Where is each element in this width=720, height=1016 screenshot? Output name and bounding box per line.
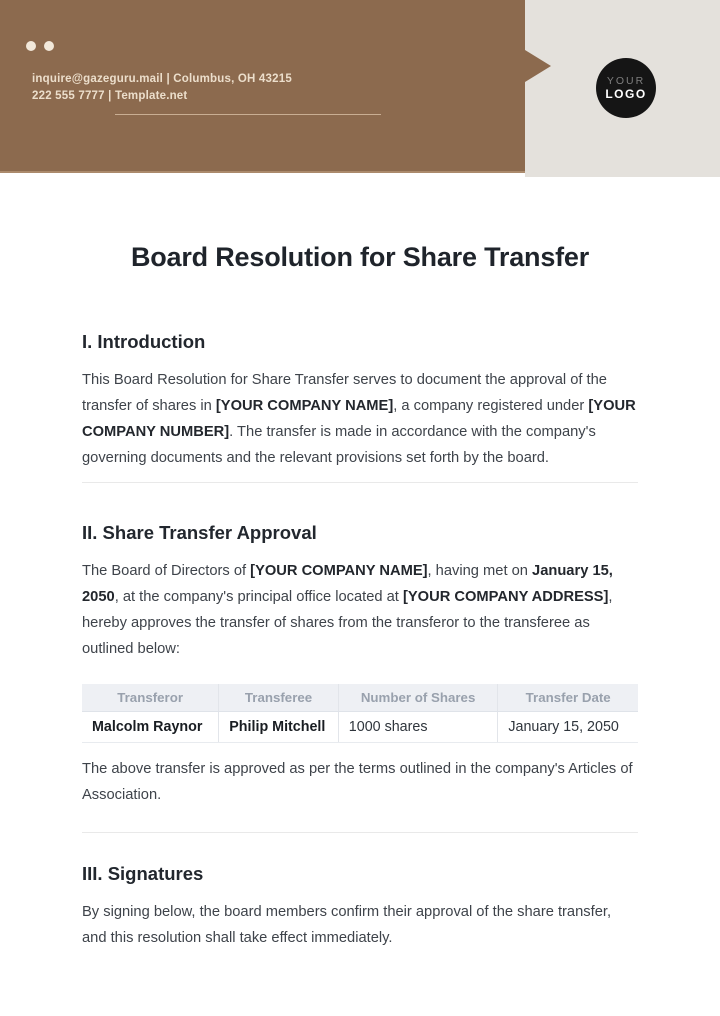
- section-heading-introduction: I. Introduction: [82, 331, 206, 352]
- text-run: , hereby approves the transfer of shares from the transferor to the transferee as outlined below:: [82, 589, 613, 657]
- arrow-right-icon: [525, 50, 551, 82]
- separator-line: [115, 114, 381, 115]
- introduction-paragraph: [82, 367, 638, 471]
- document-body: [0, 241, 720, 951]
- logo-text-logo: LOGO: [605, 87, 647, 101]
- text-run: . The transfer is made in accordance with the company's governing documents and the relevant provisions set forth by the board.: [82, 424, 596, 466]
- section-divider: [82, 482, 638, 483]
- cell-transfer-date: January 15, 2050: [498, 711, 638, 742]
- text-run: , at the company's principal office located at: [114, 589, 403, 605]
- placeholder-company-address: [YOUR COMPANY ADDRESS]: [402, 589, 609, 605]
- column-header-transferee: Transferee: [219, 684, 339, 711]
- cell-transferee: Philip Mitchell: [219, 711, 339, 742]
- section-divider: [82, 832, 638, 833]
- logo-text-your: YOUR: [606, 75, 646, 87]
- letterhead: [0, 0, 720, 177]
- contact-line-email-address: inquire@gazeguru.mail | Columbus, OH 43215: [32, 73, 292, 85]
- cell-number-of-shares: 1000 shares: [338, 711, 498, 742]
- header-brown-band: [0, 0, 525, 173]
- contact-info: [32, 71, 292, 104]
- section-heading-signatures: III. Signatures: [82, 862, 204, 884]
- text-run: , a company registered under: [393, 398, 589, 414]
- dot-icon: [44, 41, 54, 51]
- section-introduction: [82, 330, 638, 471]
- text-run: , having met on: [427, 563, 533, 579]
- section-heading-approval: II. Share Transfer Approval: [82, 522, 317, 543]
- approval-paragraph: [82, 558, 638, 662]
- column-header-transfer-date: Transfer Date: [498, 684, 638, 711]
- text-run: The Board of Directors of: [82, 563, 251, 579]
- meeting-date: January 15, 2050: [82, 563, 613, 605]
- placeholder-company-name: [YOUR COMPANY NAME]: [215, 398, 394, 414]
- table-header-row: [82, 684, 638, 711]
- table-row: [82, 711, 638, 742]
- text-run: This Board Resolution for Share Transfer serves to document the approval of the transfer of shares in: [82, 372, 607, 414]
- column-header-transferor: Transferor: [82, 684, 219, 711]
- column-header-number-of-shares: Number of Shares: [338, 684, 498, 711]
- section-share-transfer-approval: [82, 521, 638, 808]
- approval-note-paragraph: The above transfer is approved as per the terms outlined in the company's Articles of Association.: [82, 760, 633, 803]
- share-transfer-table: [82, 684, 638, 743]
- page-title: Board Resolution for Share Transfer: [130, 242, 590, 272]
- placeholder-company-number: [YOUR COMPANY NUMBER]: [82, 398, 636, 440]
- contact-line-phone-website: 222 555 7777 | Template.net: [32, 89, 188, 102]
- signatures-paragraph: By signing below, the board members confirm their approval of the share transfer, and this resolution shall take effect immediately.: [82, 903, 612, 946]
- company-logo: [596, 58, 656, 118]
- dot-icon: [26, 41, 36, 51]
- cell-transferor: Malcolm Raynor: [82, 711, 219, 742]
- dots-decoration: [26, 41, 54, 51]
- section-signatures: [82, 862, 638, 951]
- placeholder-company-name: [YOUR COMPANY NAME]: [250, 563, 428, 579]
